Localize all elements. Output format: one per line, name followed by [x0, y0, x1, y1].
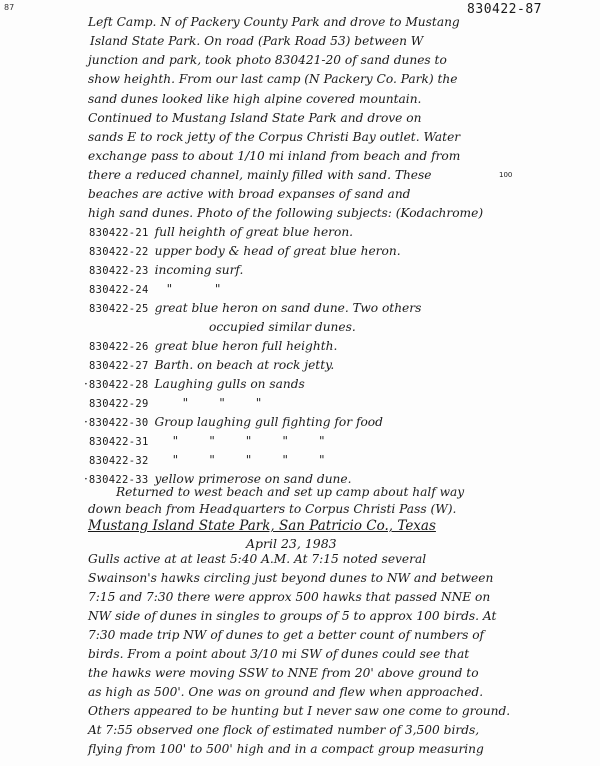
photo-code: 830422-32 — [89, 455, 149, 467]
text-line: Swainson's hawks circling just beyond dunes to NW and between — [88, 571, 494, 585]
photo-subject: upper body & head of great blue heron. — [154, 244, 401, 258]
text-line: At 7:55 observed one flock of estimated number of 3,500 birds, — [88, 723, 480, 737]
photo-code: 830422-25 — [89, 303, 149, 315]
photo-subject: great blue heron on sand dune. Two others — [154, 301, 422, 315]
photo-subject: occupied similar dunes. — [209, 320, 356, 334]
photo-log-row — [202, 319, 356, 336]
photo-code: 830422-21 — [89, 227, 149, 239]
photo-subject: " " " — [182, 396, 262, 410]
text-line: Others appeared to be hunting but I never saw one come to ground. — [88, 704, 511, 718]
text-line: beaches are active with broad expanses of sand and — [88, 187, 411, 201]
photo-marker: · — [84, 377, 88, 391]
text-line: the hawks were moving SSW to NNE from 20' above ground to — [88, 666, 479, 680]
text-line: sand dunes looked like high alpine covered mountain. — [88, 92, 422, 106]
photo-subject: yellow primerose on sand dune. — [154, 472, 352, 486]
photo-subject: Group laughing gull fighting for food — [154, 415, 383, 429]
section-date: April 23, 1983 — [246, 536, 337, 551]
page-number: 87 — [4, 3, 15, 12]
text-line: Continued to Mustang Island State Park and drove on — [88, 111, 422, 125]
photo-code: 830422-26 — [89, 341, 149, 353]
photo-code: 830422-27 — [89, 360, 149, 372]
photo-code: 830422-31 — [89, 436, 149, 448]
text-line: 7:15 and 7:30 there were approx 500 hawks that passed NNE on — [88, 590, 491, 604]
text-line: down beach from Headquarters to Corpus Christi Pass (W). — [88, 502, 457, 516]
photo-code: 830422-22 — [89, 246, 149, 258]
kodachrome-superscript: 100 — [499, 171, 513, 179]
photo-log-row — [88, 338, 337, 355]
photo-log-row — [88, 281, 220, 298]
photo-log-row — [88, 224, 353, 241]
text-line: there a reduced channel, mainly filled with sand. These — [88, 168, 432, 182]
photo-subject: " " " " " — [172, 453, 325, 467]
section-heading: Mustang Island State Park, San Patricio Co., Texas — [88, 518, 436, 534]
photo-marker: · — [84, 472, 88, 486]
text-line: birds. From a point about 3/10 mi SW of dunes could see that — [88, 647, 470, 661]
photo-log-row — [88, 452, 325, 469]
photo-code: 830422-30 — [88, 417, 149, 429]
text-line: sands E to rock jetty of the Corpus Christi Bay outlet. Water — [88, 130, 461, 144]
photo-subject: Laughing gulls on sands — [154, 377, 305, 391]
photo-log-row — [84, 376, 305, 393]
text-line: flying from 100' to 500' high and in a compact group measuring — [88, 742, 484, 756]
photo-code: 830422-23 — [89, 265, 149, 277]
photo-log-row — [88, 300, 421, 317]
photo-subject: great blue heron full heighth. — [154, 339, 338, 353]
text-line: high sand dunes. Photo of the following subjects: (Kodachrome) — [88, 206, 484, 220]
photo-subject: " " " " " — [172, 434, 325, 448]
photo-log-row — [88, 243, 401, 260]
photo-log-row — [84, 414, 383, 431]
photo-subject: " " — [166, 282, 221, 296]
text-line: Gulls active at at least 5:40 A.M. At 7:15 noted several — [88, 552, 427, 566]
photo-code: 830422-24 — [89, 284, 149, 296]
photo-log-row — [88, 433, 325, 450]
text-line: junction and park, took photo 830421-20 of sand dunes to — [88, 53, 447, 67]
text-line: Left Camp. N of Packery County Park and drove to Mustang — [88, 15, 460, 29]
text-line: Island State Park. On road (Park Road 53) between W — [90, 34, 424, 48]
photo-code: 830422-29 — [89, 398, 149, 410]
text-line: show heighth. From our last camp (N Packery Co. Park) the — [88, 72, 458, 86]
photo-log-row — [88, 357, 334, 374]
text-line: Returned to west beach and set up camp about half way — [116, 485, 465, 499]
photo-subject: Barth. on beach at rock jetty. — [154, 358, 335, 372]
photo-subject: incoming surf. — [154, 263, 244, 277]
photo-subject: full heighth of great blue heron. — [154, 225, 354, 239]
photo-code: 830422-28 — [88, 379, 149, 391]
text-line: exchange pass to about 1/10 mi inland from beach and from — [88, 149, 461, 163]
header-id: 830422-87 — [467, 2, 542, 17]
photo-log-row — [88, 395, 261, 412]
text-line: 7:30 made trip NW of dunes to get a better count of numbers of — [88, 628, 485, 642]
text-line: NW side of dunes in singles to groups of 5 to approx 100 birds. At — [88, 609, 497, 623]
photo-marker: · — [84, 415, 88, 429]
photo-log-row — [88, 262, 243, 279]
text-line: as high as 500'. One was on ground and flew when approached. — [88, 685, 484, 699]
photo-code: 830422-33 — [88, 474, 149, 486]
